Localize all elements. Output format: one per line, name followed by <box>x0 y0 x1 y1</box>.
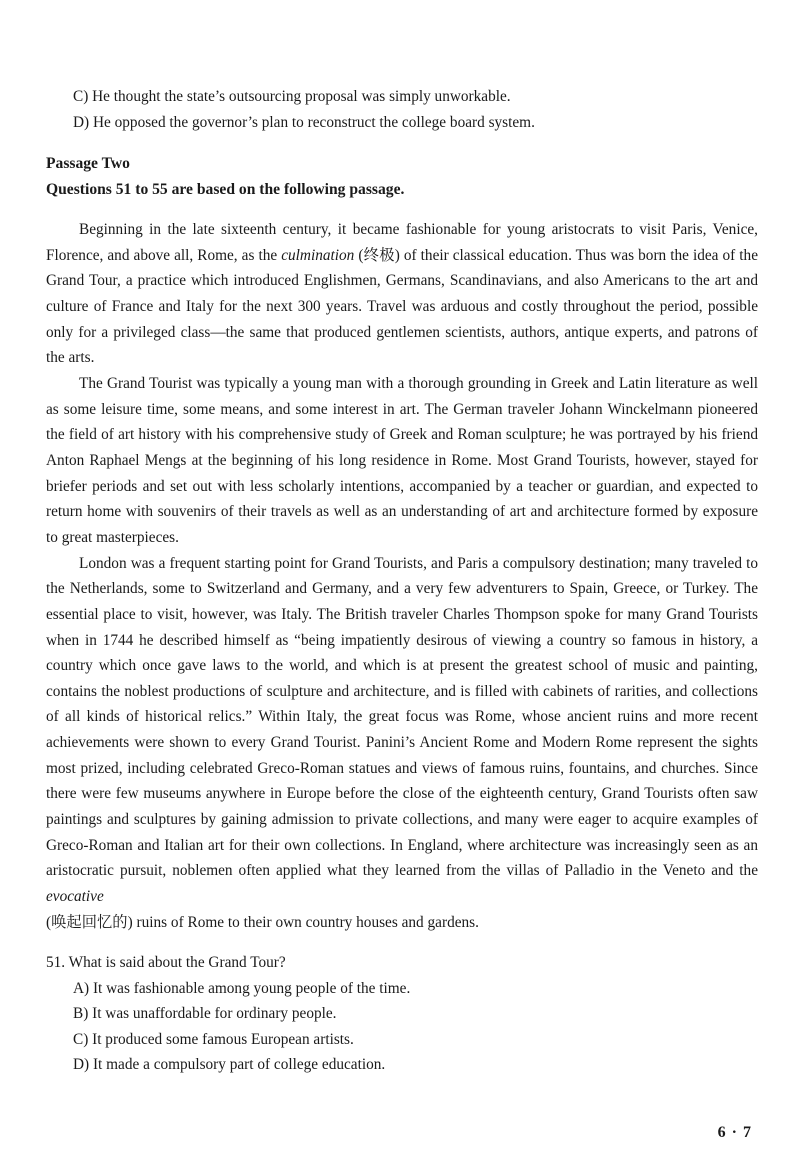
passage-body <box>46 217 758 935</box>
question-option-c: C) It produced some famous European artists. <box>73 1030 354 1048</box>
option-c-previous: C) He thought the state’s outsourcing proposal was simply unworkable. <box>73 88 511 105</box>
page-number: 6 · 7 <box>717 1124 752 1141</box>
passage-instructions: Questions 51 to 55 are based on the following passage. <box>46 181 405 198</box>
paragraph-3 <box>46 551 758 936</box>
paragraph-3-text-a: London was a frequent starting point for Grand Tourists, and Paris a compulsory destination; many traveled to the Netherlands, some to Switzerland and Germany, and a very few adventurers to Spain, Greece, or Turkey. The essential place to visit, however, was Italy. The British traveler Charles Thompson spoke for many Grand Tourists when in 1744 he described himself as “being impatiently desirous of viewing a country so famous in history, a country which once gave laws to the world, and which is at present the greatest school of music and painting, contains the noblest productions of sculpture and architecture, and is filled with cabinets of rarities, and collections of all kinds of historical relics.” Within Italy, the great focus was Rome, whose ancient ruins and more recent achievements were shown to every Grand Tourist. Panini’s Ancient Rome and Modern Rome represent the sights most prized, including celebrated Greco-Roman statues and views of famous ruins, fountains, and churches. Since there were few museums anywhere in Europe before the close of the eighteenth century, Grand Tourists often saw paintings and sculptures by gaining admission to private collections, and many were eager to acquire examples of Greco-Roman and Italian art for their own collections. In England, where architecture was increasingly seen as an aristocratic pursuit, noblemen often applied what they learned from the villas of Palladio in the Veneto and the <box>46 554 758 880</box>
passage-title: Passage Two <box>46 155 130 172</box>
option-d-previous: D) He opposed the governor’s plan to reconstruct the college board system. <box>73 114 535 131</box>
question-option-d: D) It made a compulsory part of college education. <box>73 1056 386 1074</box>
term-evocative: evocative <box>46 888 104 906</box>
question-stem: 51. What is said about the Grand Tour? <box>46 954 286 972</box>
paragraph-1-text-a: Beginning in the late sixteenth century, it became fashionable for young aristocrats to visit Paris, Venice, Florence, and above all, Rome, as the <box>46 221 758 264</box>
paragraph-2: The Grand Tourist was typically a young man with a thorough grounding in Greek and Latin literature as well as some leisure time, some means, and some interest in art. The German traveler Johann Winckelmann pioneered the field of art history with his comprehensive study of Greek and Roman sculpture; he was portrayed by his friend Anton Raphael Mengs at the beginning of his long residence in Rome. Most Grand Tourists, however, stayed for briefer periods and set out with less scholarly intentions, accompanied by a teacher or guardian, and expected to return home with souvenirs of their travels as well as an understanding of art and architecture formed by exposure to great masterpieces. <box>46 374 758 546</box>
term-culmination: culmination <box>281 246 355 264</box>
gloss-culmination: (终极) <box>354 246 400 264</box>
paragraph-3-text-b: ruins of Rome to their own country houses and gardens. <box>132 913 479 931</box>
question-option-a: A) It was fashionable among young people of the time. <box>73 979 411 997</box>
question-51 <box>46 950 758 1078</box>
paragraph-1 <box>46 217 758 371</box>
paragraph-1-text-b: of their classical education. Thus was born the idea of the Grand Tour, a practice which introduced Englishmen, Germans, Scandinavians, and also Americans to the art and culture of France and Italy for the next 300 years. Travel was arduous and costly throughout the period, possible only for a privileged class—the same that produced gentlemen scientists, authors, antique experts, and patrons of the arts. <box>46 246 758 367</box>
exam-page <box>46 84 758 1078</box>
question-option-b: B) It was unaffordable for ordinary people. <box>73 1005 337 1023</box>
gloss-evocative: (唤起回忆的) <box>46 913 133 931</box>
